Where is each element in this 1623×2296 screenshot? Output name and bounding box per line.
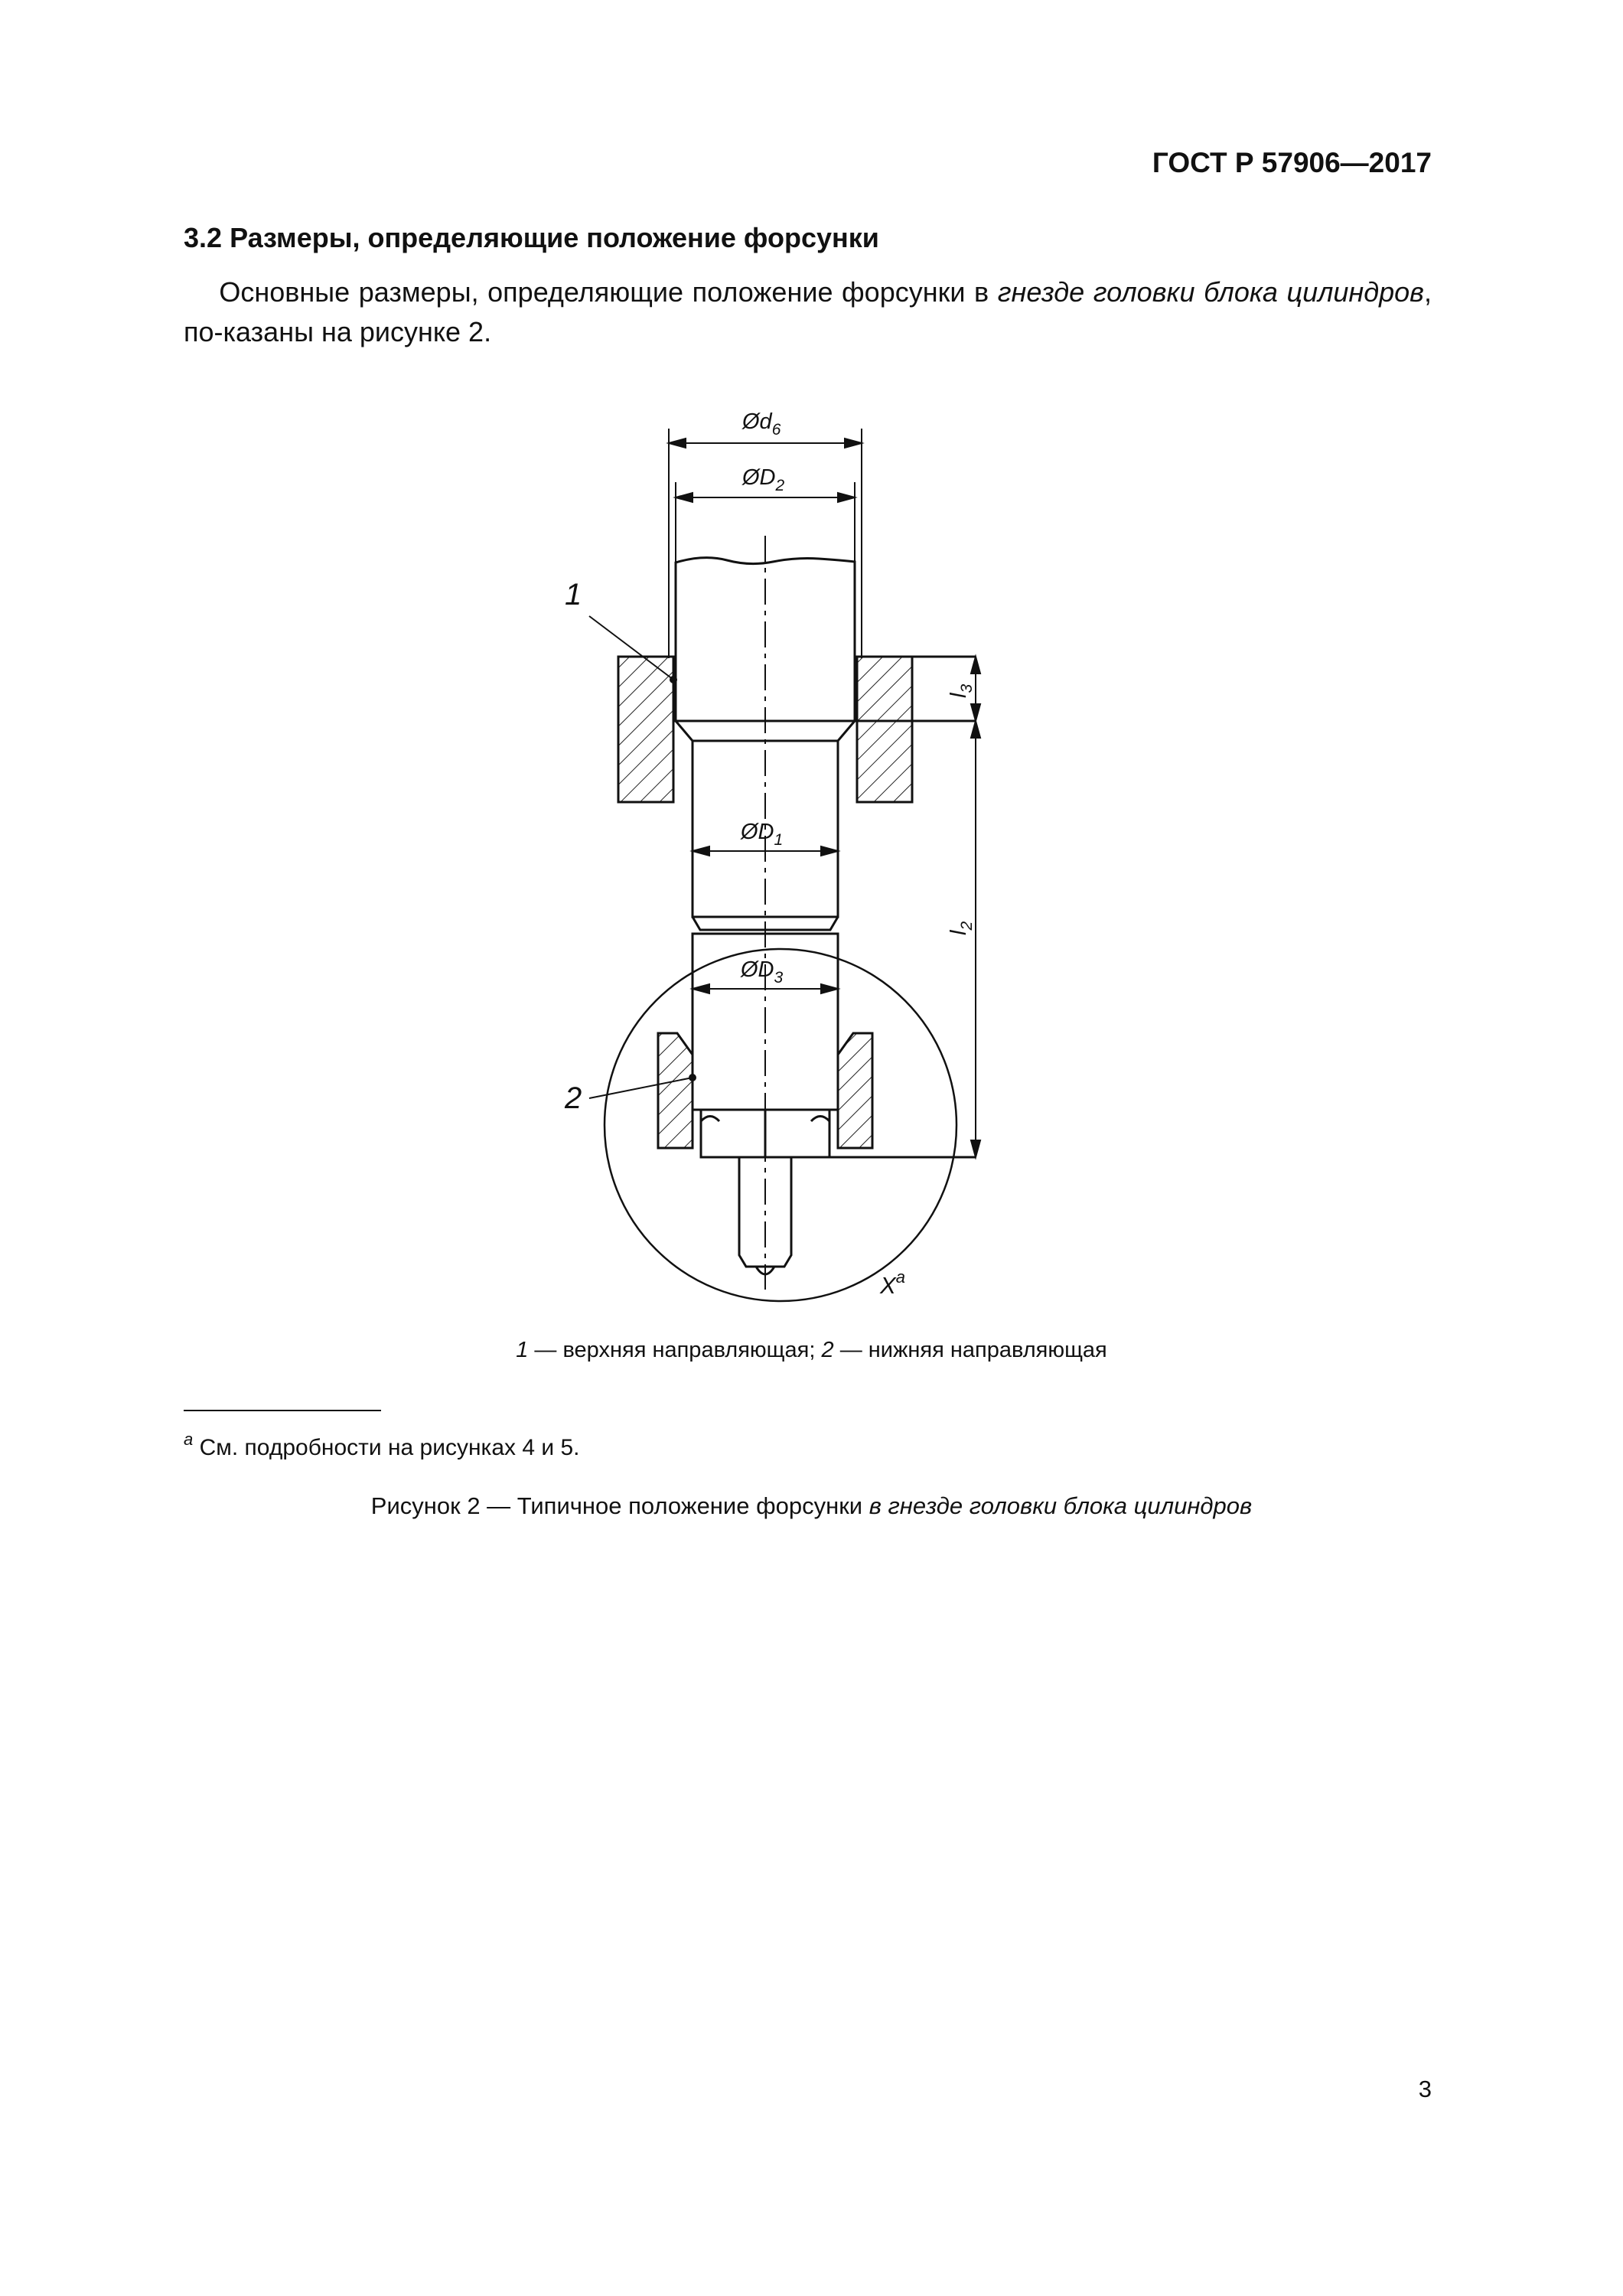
head-block-right (857, 657, 912, 802)
document-code: ГОСТ Р 57906—2017 (1152, 147, 1432, 178)
label-D2: $ØD_2$ (742, 465, 785, 494)
key-text-2: — нижняя направляющая (833, 1338, 1107, 1362)
body-text-start: Основные размеры, определяющие положение форсунки в (219, 276, 998, 308)
section-heading (184, 222, 879, 254)
section-title: Размеры, определяющие положение форсунки (230, 222, 879, 253)
footnote (184, 1431, 580, 1461)
injector-figure (565, 406, 1025, 1328)
label-d6: $Ød_6$ (742, 409, 781, 439)
page-number: 3 (1418, 2076, 1432, 2102)
footnote-text: См. подробности на рисунках 4 и 5. (193, 1435, 580, 1460)
footnote-divider (184, 1410, 381, 1411)
injector-drawing (565, 406, 1025, 1324)
label-l3: $l_3$ (947, 683, 976, 698)
callout-2: 2 (565, 1081, 582, 1115)
key-number-1: 1 (516, 1338, 529, 1362)
key-number-2: 2 (821, 1338, 834, 1362)
body-paragraph (184, 272, 1432, 352)
section-number: 3.2 (184, 222, 223, 253)
footnote-marker: a (184, 1430, 194, 1449)
label-D3: $ØD_3$ (741, 957, 784, 987)
detail-label: $X^a$ (880, 1267, 905, 1299)
figure-caption (0, 1492, 1623, 1520)
figure-key (0, 1338, 1623, 1363)
label-l2: $l_2$ (947, 921, 976, 935)
lower-guide-left (658, 1033, 693, 1148)
body-text-end: , по-казаны на рисунке 2. (184, 276, 1432, 347)
caption-italic: в гнезде головки блока цилиндров (869, 1492, 1253, 1519)
caption-text: Рисунок 2 — Типичное положение форсунки (370, 1492, 869, 1519)
label-D1: $ØD_1$ (741, 820, 784, 849)
head-block-left (618, 657, 673, 802)
callout-1: 1 (565, 578, 582, 612)
lower-guide-right (838, 1033, 872, 1148)
key-text-1: — верхняя направляющая; (528, 1338, 822, 1362)
body-text-italic: гнезде головки блока цилиндров (997, 276, 1424, 308)
